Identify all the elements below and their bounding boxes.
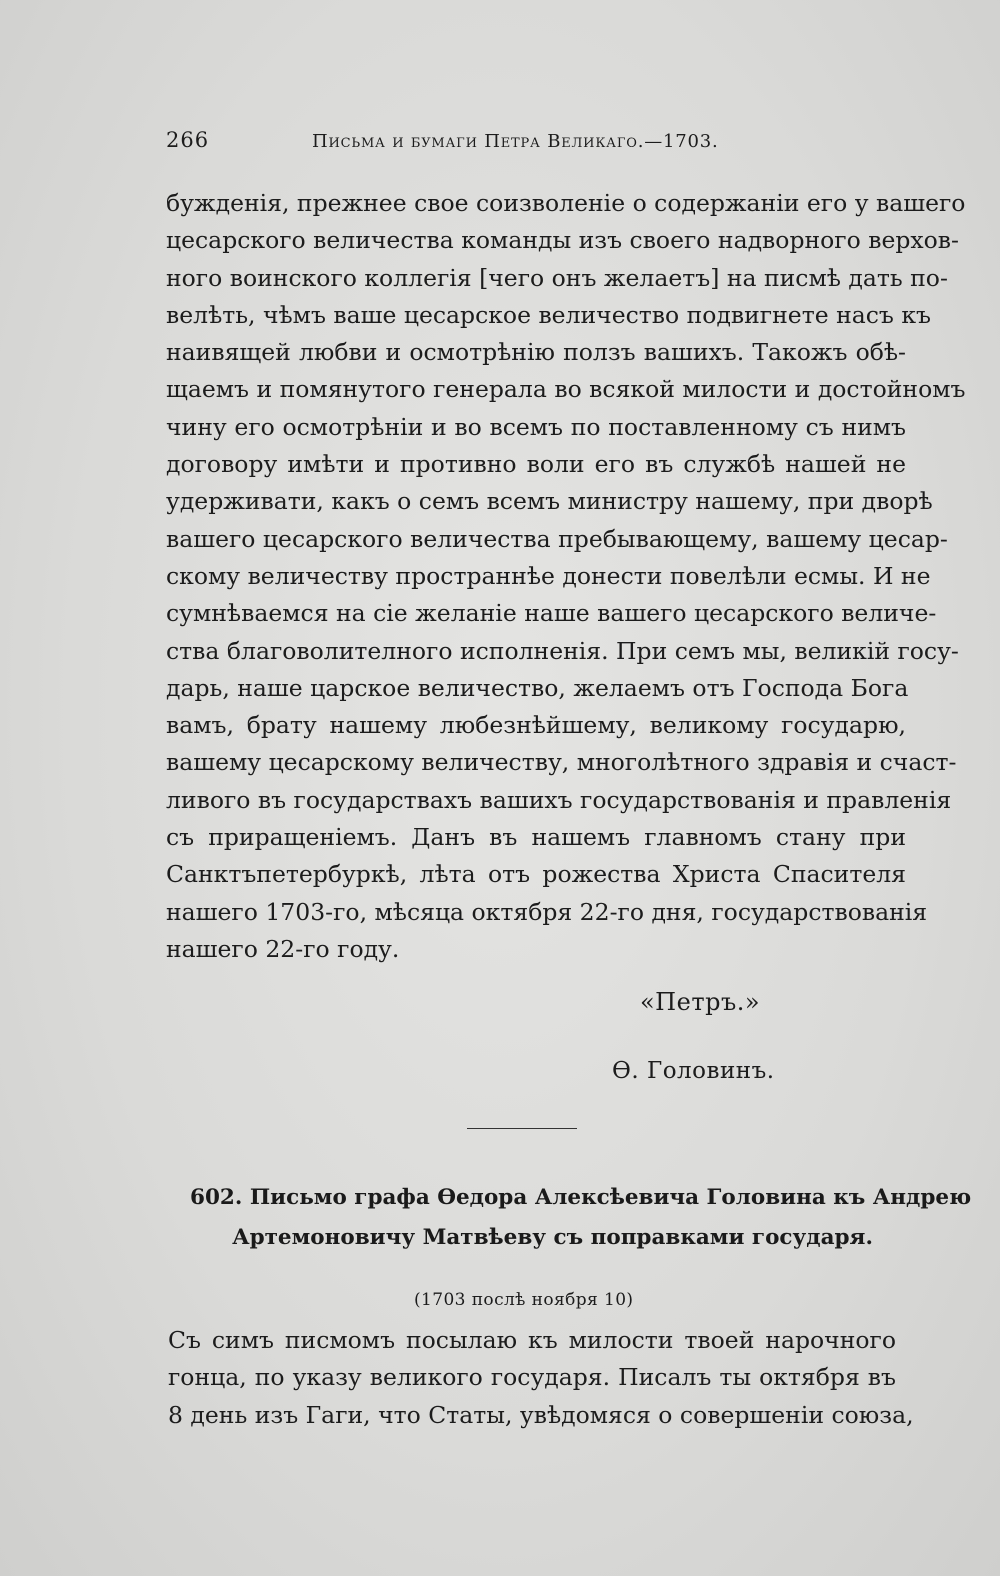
text-line: гонца, по указу великого государя. Писалъ ты октября въ xyxy=(168,1363,896,1392)
document-body xyxy=(168,1322,914,1434)
text-line: сумнѣваемся на сіе желаніе наше вашего цесарского величе- xyxy=(166,599,937,628)
text-line: велѣть, чѣмъ ваше цесарское величество подвигнете насъ къ xyxy=(166,300,931,329)
letter-body xyxy=(166,185,966,968)
section-divider xyxy=(467,1128,577,1129)
text-line: щаемъ и помянутого генерала во всякой милости и достойномъ xyxy=(166,375,966,404)
document-heading xyxy=(190,1178,972,1258)
text-line: нашего 1703-го, мѣсяца октября 22-го дня, государствованія xyxy=(166,897,928,926)
text-line: ства благоволителного исполненія. При семъ мы, великій госу- xyxy=(166,636,959,665)
text-line: договору имѣти и противно воли его въ службѣ нашей не xyxy=(166,450,906,479)
signature-petr: «Петръ.» xyxy=(640,988,761,1016)
text-line: цесарского величества команды изъ своего надворного верхов- xyxy=(166,226,959,255)
text-line: ного воинского коллегія [чего онъ желаетъ] на писмѣ дать по- xyxy=(166,263,948,292)
text-line: наивящей любви и осмотрѣнію ползъ вашихъ. Такожъ обѣ- xyxy=(166,338,906,367)
text-line: Санктъпетербуркѣ, лѣта отъ рожества Христа Спасителя xyxy=(166,860,906,889)
signature-golovin: Ѳ. Головинъ. xyxy=(612,1058,775,1084)
text-line: съ приращеніемъ. Данъ въ нашемъ главномъ стану при xyxy=(166,823,906,852)
document-dateline: (1703 послѣ ноября 10) xyxy=(414,1290,634,1310)
running-title: Письма и бумаги Петра Великаго.—1703. xyxy=(312,131,719,152)
text-line: ливого въ государствахъ вашихъ государствованія и правленія xyxy=(166,785,952,814)
text-line: бужденія, прежнее свое соизволеніе о содержаніи его у вашего xyxy=(166,189,966,217)
page-number: 266 xyxy=(166,128,210,152)
text-line: вашего цесарского величества пребывающему, вашему цесар- xyxy=(166,524,948,553)
text-line: вашему цесарскому величеству, многолѣтного здравія и счаст- xyxy=(166,748,957,777)
text-line: чину его осмотрѣніи и во всемъ по поставленному съ нимъ xyxy=(166,412,906,441)
text-line: вамъ, брату нашему любезнѣйшему, великому государю, xyxy=(166,711,906,740)
text-line: удерживати, какъ о семъ всемъ министру нашему, при дворѣ xyxy=(166,487,933,516)
text-line: нашего 22-го году. xyxy=(166,934,400,963)
text-line: 8 день изъ Гаги, что Статы, увѣдомяся о совершеніи союза, xyxy=(168,1400,914,1429)
text-line: Съ симъ писмомъ посылаю къ милости твоей нарочного xyxy=(168,1326,896,1354)
heading-line: 602. Письмо графа Ѳедора Алексѣевича Головина къ Андрею xyxy=(190,1185,972,1210)
text-line: скому величеству пространнѣе донести повелѣли есмы. И не xyxy=(166,561,931,590)
text-line: дарь, наше царское величество, желаемъ отъ Господа Бога xyxy=(166,673,909,702)
heading-line: Артемоновичу Матвѣеву съ поправками государя. xyxy=(232,1225,873,1250)
running-head xyxy=(166,128,766,164)
